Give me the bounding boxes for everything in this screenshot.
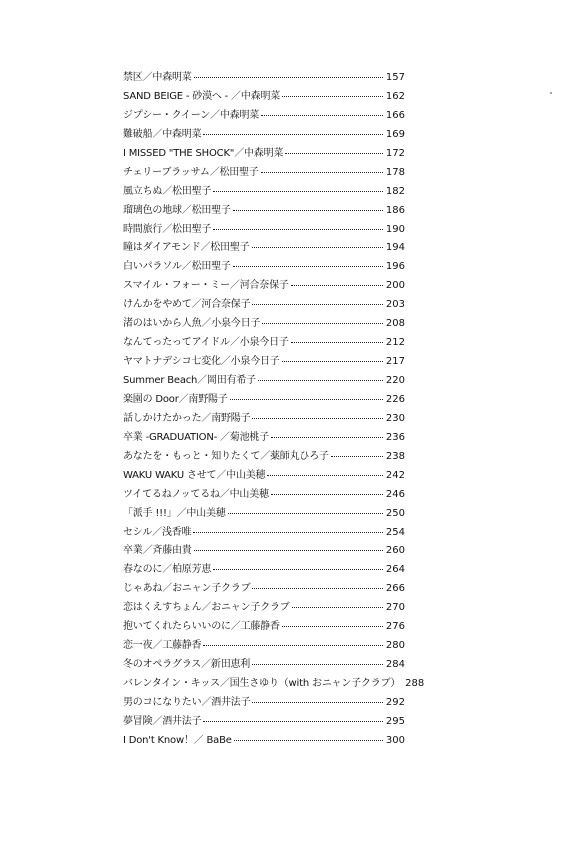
toc-entry (123, 637, 405, 656)
scan-speck (550, 92, 552, 94)
entry-title: じゃあね／おニャン子クラブ (123, 583, 251, 595)
table-of-contents (123, 69, 425, 751)
entry-page-number: 246 (385, 488, 405, 500)
entry-page-number: 260 (385, 545, 405, 557)
dot-leader (252, 663, 383, 665)
toc-entry (123, 656, 405, 675)
entry-title: ジプシー・クイーン／中森明菜 (123, 109, 260, 121)
entry-title: バレンタイン・キッス／国生さゆり（with おニャン子クラブ） (123, 678, 401, 689)
entry-title: 冬のオペラグラス／新田恵利 (123, 659, 251, 671)
entry-title: Summer Beach／岡田有希子 (123, 375, 256, 386)
entry-title: 男のコになりたい／酒井法子 (123, 696, 251, 708)
entry-title: 禁区／中森明菜 (123, 72, 192, 83)
entry-page-number: 172 (385, 147, 405, 159)
toc-entry (123, 183, 405, 202)
entry-page-number: 186 (385, 204, 405, 216)
toc-entry (123, 694, 405, 713)
entry-title: 卒業／斉藤由貴 (123, 545, 192, 557)
dot-leader (262, 322, 383, 324)
toc-entry (123, 618, 405, 637)
entry-title: チェリーブラッサム／松田聖子 (123, 166, 259, 178)
entry-title: あなたを・もっと・知りたくて／薬師丸ひろ子 (123, 450, 329, 462)
entry-title: 渚のはいから人魚／小泉今日子 (123, 318, 261, 330)
entry-title: スマイル・フォー・ミー／河合奈保子 (123, 280, 289, 292)
entry-title: 夢冒険／酒井法子 (123, 715, 202, 727)
toc-entry (123, 524, 405, 543)
toc-entry (123, 69, 405, 88)
entry-title: I Don't Know！／ BaBe (123, 734, 232, 746)
dot-leader (258, 379, 383, 381)
toc-entry (123, 315, 405, 334)
dot-leader (233, 265, 383, 267)
entry-page-number: 264 (385, 564, 405, 576)
toc-entry (123, 391, 405, 410)
dot-leader (291, 284, 383, 286)
entry-title: 恋はくえすちょん／おニャン子クラブ (123, 602, 290, 614)
entry-page-number: 208 (385, 318, 405, 330)
dot-leader (282, 95, 383, 97)
entry-title: 時間旅行／松田聖子 (123, 223, 212, 235)
entry-page-number: 238 (385, 450, 405, 462)
dot-leader (252, 417, 383, 419)
toc-entry (123, 221, 405, 240)
entry-page-number: 270 (385, 602, 405, 614)
dot-leader (267, 474, 383, 476)
entry-title: ツイてるねノッてるね／中山美穂 (123, 488, 269, 500)
entry-title: I MISSED "THE SHOCK"／中森明菜 (123, 147, 284, 159)
dot-leader (194, 76, 383, 78)
toc-entry (123, 372, 405, 391)
entry-page-number: 295 (385, 715, 405, 727)
toc-entry (123, 239, 405, 258)
entry-title: 風立ちぬ／松田聖子 (123, 185, 212, 197)
entry-page-number: 292 (385, 696, 405, 708)
dot-leader (271, 436, 383, 438)
toc-entry (123, 334, 405, 353)
toc-entry (123, 599, 405, 618)
dot-leader (234, 739, 383, 741)
entry-title: 春なのに／柏原芳恵 (123, 564, 212, 576)
entry-page-number: 178 (385, 166, 405, 178)
dot-leader (291, 341, 383, 343)
dot-leader (213, 568, 383, 570)
entry-page-number: 254 (385, 526, 405, 538)
entry-page-number: 242 (385, 469, 405, 481)
entry-page-number: 276 (385, 621, 405, 633)
dot-leader (213, 228, 383, 230)
entry-title: 白いパラソル／松田聖子 (123, 261, 231, 273)
entry-page-number: 196 (385, 261, 405, 273)
entry-title: 話しかけたかった／南野陽子 (123, 412, 251, 424)
toc-entry (123, 164, 405, 183)
entry-title: 瑠璃色の地球／松田聖子 (123, 204, 231, 216)
entry-page-number: 236 (385, 431, 405, 443)
dot-leader (213, 190, 383, 192)
dot-leader (233, 209, 383, 211)
dot-leader (203, 133, 383, 135)
entry-page-number: 266 (385, 583, 405, 595)
entry-title: セシル／浅香唯 (123, 526, 192, 538)
entry-page-number: 217 (385, 356, 405, 368)
dot-leader (194, 549, 383, 551)
toc-entry (123, 505, 405, 524)
dot-leader (193, 531, 383, 533)
entry-page-number: 203 (385, 299, 405, 311)
dot-leader (282, 625, 383, 627)
entry-page-number: 194 (385, 242, 405, 254)
dot-leader (292, 606, 383, 608)
toc-entry (123, 467, 405, 486)
dot-leader (261, 171, 383, 173)
entry-title: 難破船／中森明菜 (123, 128, 202, 140)
dot-leader (203, 720, 383, 722)
toc-entry (123, 542, 405, 561)
entry-page-number: 250 (385, 507, 405, 519)
entry-title: 瞳はダイアモンド／松田聖子 (123, 242, 250, 254)
entry-page-number: 220 (385, 375, 405, 386)
toc-entry (123, 675, 425, 694)
toc-entry (123, 561, 405, 580)
dot-leader (203, 644, 383, 646)
toc-entry (123, 202, 405, 221)
entry-page-number: 226 (385, 393, 405, 405)
entry-page-number: 230 (385, 412, 405, 424)
toc-entry (123, 732, 405, 751)
entry-title: けんかをやめて／河合奈保子 (123, 299, 251, 311)
entry-page-number: 200 (385, 280, 405, 292)
toc-entry (123, 448, 405, 467)
toc-entry (123, 429, 405, 448)
entry-page-number: 182 (385, 185, 405, 197)
entry-page-number: 157 (385, 72, 405, 83)
toc-entry (123, 580, 405, 599)
dot-leader (252, 701, 383, 703)
toc-entry (123, 107, 405, 126)
dot-leader (228, 512, 383, 514)
toc-entry (123, 126, 405, 145)
dot-leader (282, 360, 383, 362)
entry-page-number: 212 (385, 337, 405, 349)
toc-entry (123, 145, 405, 164)
toc-entry (123, 258, 405, 277)
toc-entry (123, 713, 405, 732)
entry-page-number: 288 (405, 678, 425, 689)
entry-title: 卒業 -GRADUATION- ／菊池桃子 (123, 431, 270, 443)
toc-entry (123, 353, 405, 372)
dot-leader (285, 152, 383, 154)
entry-title: 抱いてくれたらいいのに／工藤静香 (123, 621, 280, 633)
dot-leader (261, 114, 383, 116)
dot-leader (271, 493, 383, 495)
toc-entry (123, 88, 405, 107)
dot-leader (252, 587, 383, 589)
entry-title: 「派手 !!!」／中山美穂 (123, 507, 226, 519)
toc-entry (123, 410, 405, 429)
entry-page-number: 284 (385, 659, 405, 671)
entry-page-number: 280 (385, 640, 405, 652)
entry-page-number: 162 (385, 90, 405, 102)
entry-page-number: 166 (385, 109, 405, 121)
toc-entry (123, 296, 405, 315)
entry-page-number: 169 (385, 128, 405, 140)
entry-page-number: 300 (385, 734, 405, 746)
entry-title: ヤマトナデシコ七変化／小泉今日子 (123, 356, 280, 368)
toc-entry (123, 486, 405, 505)
dot-leader (252, 246, 384, 248)
dot-leader (230, 398, 383, 400)
entry-title: なんてったってアイドル／小泉今日子 (123, 337, 289, 349)
entry-title: 楽園の Door／南野陽子 (123, 393, 228, 405)
entry-title: WAKU WAKU させて／中山美穂 (123, 469, 266, 481)
toc-entry (123, 277, 405, 296)
dot-leader (331, 455, 383, 457)
entry-page-number: 190 (385, 223, 405, 235)
entry-title: SAND BEIGE - 砂漠へ - ／中森明菜 (123, 90, 281, 102)
dot-leader (252, 303, 383, 305)
entry-title: 恋一夜／工藤静香 (123, 640, 202, 652)
